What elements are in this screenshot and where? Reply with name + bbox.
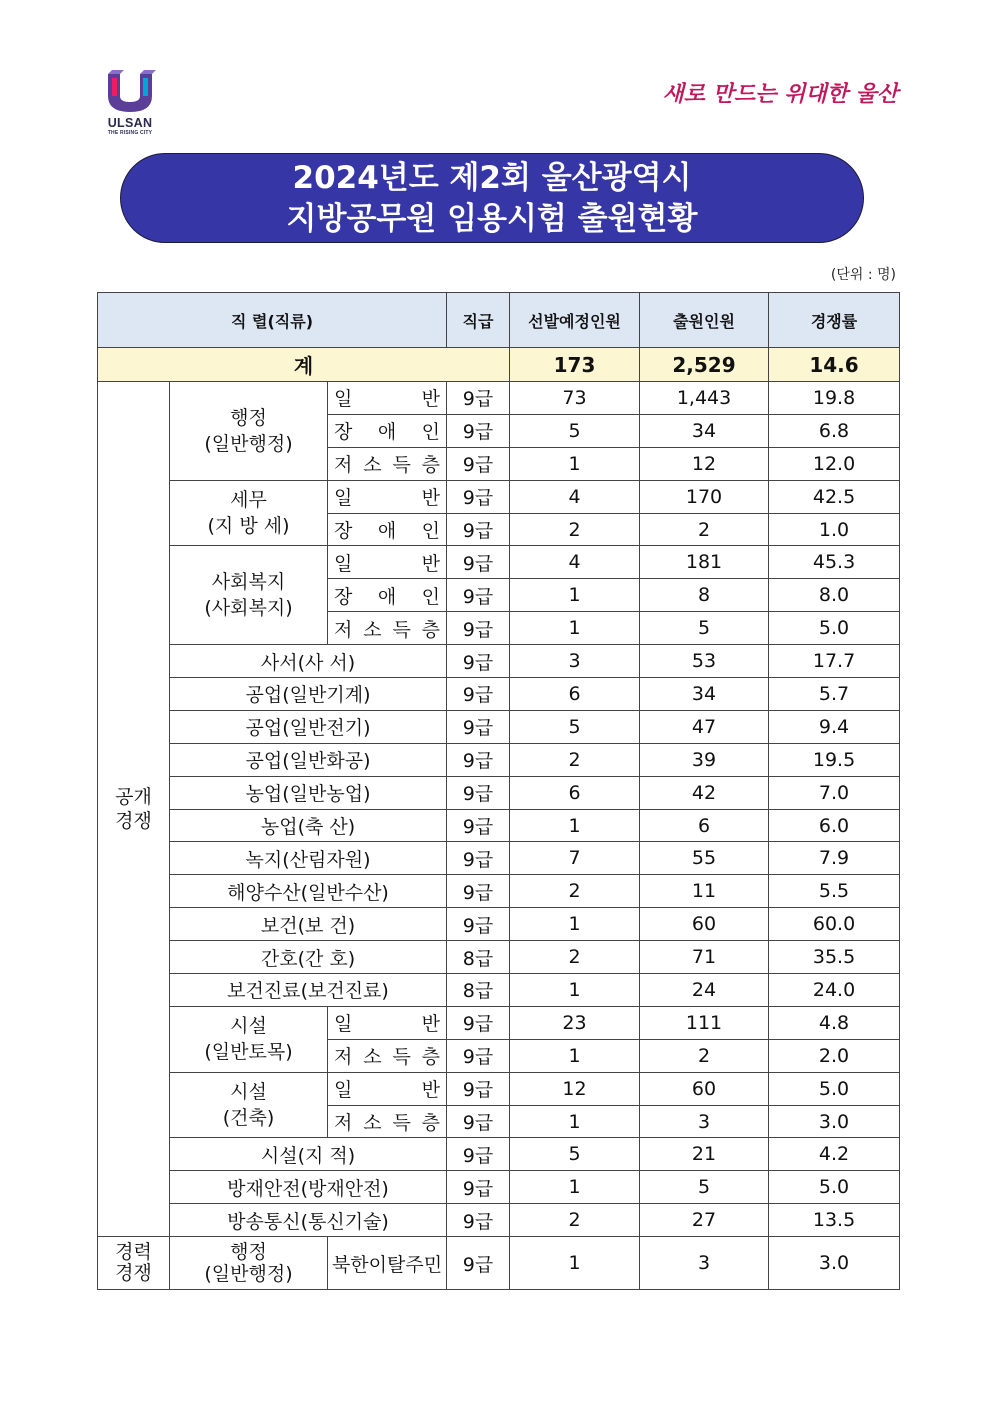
table-row (98, 546, 900, 579)
table-row (98, 1072, 900, 1105)
grade-cell: 9급 (447, 546, 510, 579)
total-ratio: 14.6 (769, 348, 900, 382)
ratio-cell: 3.0 (769, 1105, 900, 1138)
sub-lowincome (328, 1105, 447, 1138)
sub-general (328, 1072, 447, 1105)
group-career-haengjeong: 행정 (일반행정) (170, 1237, 328, 1290)
ratio-cell: 13.5 (769, 1204, 900, 1237)
spread-disabled: 장 애 인 (334, 520, 441, 542)
quota-cell: 23 (510, 1006, 640, 1039)
applicants-cell: 60 (640, 908, 769, 941)
grade-cell: 9급 (447, 513, 510, 546)
total-row (98, 348, 900, 382)
table-row (98, 480, 900, 513)
quota-cell: 1 (510, 809, 640, 842)
grade-cell: 9급 (447, 579, 510, 612)
grade-cell: 9급 (447, 414, 510, 447)
quota-cell: 1 (510, 1105, 640, 1138)
ratio-cell: 17.7 (769, 645, 900, 678)
ratio-cell: 12.0 (769, 447, 900, 480)
quota-cell: 4 (510, 480, 640, 513)
sub-lowincome (328, 447, 447, 480)
grade-cell: 9급 (447, 612, 510, 645)
table-row (98, 710, 900, 743)
quota-cell: 6 (510, 678, 640, 711)
applicants-cell: 111 (640, 1006, 769, 1039)
grade-cell: 9급 (447, 382, 510, 415)
applicants-cell: 5 (640, 612, 769, 645)
group-haengjeong: 행정 (일반행정) (170, 382, 328, 481)
applicants-cell: 34 (640, 414, 769, 447)
applicants-cell: 53 (640, 645, 769, 678)
applicants-cell: 3 (640, 1105, 769, 1138)
applicants-cell: 2 (640, 1039, 769, 1072)
quota-cell: 1 (510, 1237, 640, 1290)
grade-cell: 9급 (447, 447, 510, 480)
spread-lowincome: 저 소 득 층 (334, 1046, 441, 1069)
applicants-cell: 170 (640, 480, 769, 513)
applicants-cell: 3 (640, 1237, 769, 1290)
applicants-cell: 1,443 (640, 382, 769, 415)
table-row (98, 941, 900, 974)
quota-cell: 4 (510, 546, 640, 579)
ratio-cell: 5.0 (769, 612, 900, 645)
header-row (98, 293, 900, 348)
header-grade: 직급 (447, 293, 510, 348)
quota-cell: 73 (510, 382, 640, 415)
city-slogan: 새로 만드는 위대한 울산 (662, 82, 898, 107)
job-cell: 시설(지 적) (170, 1138, 447, 1171)
quota-cell: 5 (510, 710, 640, 743)
applicants-cell: 47 (640, 710, 769, 743)
ratio-cell: 60.0 (769, 908, 900, 941)
ratio-cell: 35.5 (769, 941, 900, 974)
quota-cell: 7 (510, 842, 640, 875)
sub-disabled (328, 579, 447, 612)
spread-lowincome: 저 소 득 층 (334, 454, 441, 477)
applicants-cell: 5 (640, 1171, 769, 1204)
ratio-cell: 7.9 (769, 842, 900, 875)
table-row (98, 974, 900, 1007)
ratio-cell: 45.3 (769, 546, 900, 579)
ratio-cell: 5.0 (769, 1171, 900, 1204)
grade-cell: 8급 (447, 941, 510, 974)
job-cell: 방재안전(방재안전) (170, 1171, 447, 1204)
applicants-cell: 27 (640, 1204, 769, 1237)
quota-cell: 1 (510, 447, 640, 480)
job-cell: 농업(일반농업) (170, 776, 447, 809)
ratio-cell: 24.0 (769, 974, 900, 1007)
ratio-cell: 19.5 (769, 743, 900, 776)
grade-cell: 9급 (447, 776, 510, 809)
quota-cell: 3 (510, 645, 640, 678)
job-cell: 보건진료(보건진료) (170, 974, 447, 1007)
table-row (98, 1204, 900, 1237)
sub-general (328, 1006, 447, 1039)
table-row (98, 1138, 900, 1171)
grade-cell: 9급 (447, 1237, 510, 1290)
ratio-cell: 6.0 (769, 809, 900, 842)
header-ratio: 경쟁률 (769, 293, 900, 348)
application-status-table (97, 292, 900, 1290)
grade-cell: 9급 (447, 678, 510, 711)
unit-note: (단위 : 명) (830, 267, 896, 283)
spread-lowincome: 저 소 득 층 (334, 618, 441, 641)
grade-cell: 9급 (447, 1204, 510, 1237)
grade-cell: 9급 (447, 1105, 510, 1138)
sub-general (328, 382, 447, 415)
grade-cell: 9급 (447, 1006, 510, 1039)
spread-general: 일 반 (334, 1079, 441, 1102)
ratio-cell: 9.4 (769, 710, 900, 743)
applicants-cell: 6 (640, 809, 769, 842)
ratio-cell: 5.5 (769, 875, 900, 908)
applicants-cell: 11 (640, 875, 769, 908)
spread-general: 일 반 (334, 1013, 441, 1036)
table-row (98, 743, 900, 776)
spread-disabled: 장 애 인 (334, 585, 441, 608)
header-quota: 선발예정인원 (510, 293, 640, 348)
ratio-cell: 8.0 (769, 579, 900, 612)
grade-cell: 9급 (447, 743, 510, 776)
job-cell: 보건(보 건) (170, 908, 447, 941)
applicants-cell: 42 (640, 776, 769, 809)
ulsan-u-icon (104, 70, 156, 114)
sub-nk: 북한이탈주민 (328, 1237, 447, 1290)
grade-cell: 9급 (447, 1171, 510, 1204)
table-row (98, 809, 900, 842)
quota-cell: 1 (510, 1171, 640, 1204)
group-arch: 시설 (건축) (170, 1072, 328, 1138)
grade-cell: 9급 (447, 908, 510, 941)
spread-lowincome: 저 소 득 층 (334, 1112, 441, 1135)
grade-cell: 9급 (447, 1138, 510, 1171)
quota-cell: 1 (510, 1039, 640, 1072)
sub-lowincome (328, 612, 447, 645)
quota-cell: 2 (510, 875, 640, 908)
ratio-cell: 3.0 (769, 1237, 900, 1290)
ratio-cell: 19.8 (769, 382, 900, 415)
group-welfare: 사회복지 (사회복지) (170, 546, 328, 645)
grade-cell: 9급 (447, 645, 510, 678)
spread-disabled: 장 애 인 (334, 421, 441, 444)
table-row (98, 382, 900, 415)
spread-general: 일 반 (334, 388, 441, 411)
ratio-cell: 2.0 (769, 1039, 900, 1072)
job-cell: 해양수산(일반수산) (170, 875, 447, 908)
applicants-cell: 181 (640, 546, 769, 579)
ratio-cell: 1.0 (769, 513, 900, 546)
table-row (98, 875, 900, 908)
ratio-cell: 7.0 (769, 776, 900, 809)
title-line-2: 지방공무원 임용시험 출원현황 (286, 201, 698, 237)
applicants-cell: 2 (640, 513, 769, 546)
ulsan-logo (98, 70, 162, 138)
ratio-cell: 4.2 (769, 1138, 900, 1171)
quota-cell: 2 (510, 941, 640, 974)
quota-cell: 1 (510, 908, 640, 941)
table-row (98, 645, 900, 678)
job-cell: 공업(일반화공) (170, 743, 447, 776)
category-career: 경력 경쟁 (98, 1237, 170, 1290)
table-row (98, 678, 900, 711)
table-row (98, 842, 900, 875)
category-open: 공개 경쟁 (98, 382, 170, 1237)
total-quota: 173 (510, 348, 640, 382)
header-job: 직 렬(직류) (98, 293, 447, 348)
job-cell: 녹지(산림자원) (170, 842, 447, 875)
quota-cell: 1 (510, 974, 640, 1007)
job-cell: 방송통신(통신기술) (170, 1204, 447, 1237)
grade-cell: 9급 (447, 809, 510, 842)
total-label: 계 (98, 348, 510, 382)
grade-cell: 9급 (447, 842, 510, 875)
quota-cell: 2 (510, 743, 640, 776)
grade-cell: 9급 (447, 710, 510, 743)
quota-cell: 1 (510, 579, 640, 612)
group-civil: 시설 (일반토목) (170, 1006, 328, 1072)
applicants-cell: 34 (640, 678, 769, 711)
sub-disabled (328, 414, 447, 447)
table-row (98, 776, 900, 809)
ratio-cell: 42.5 (769, 480, 900, 513)
sub-lowincome (328, 1039, 447, 1072)
job-cell: 농업(축 산) (170, 809, 447, 842)
applicants-cell: 39 (640, 743, 769, 776)
logo-tagline: THE RISING CITY (107, 130, 153, 136)
ratio-cell: 4.8 (769, 1006, 900, 1039)
quota-cell: 5 (510, 1138, 640, 1171)
page-title (120, 153, 864, 243)
applicants-cell: 21 (640, 1138, 769, 1171)
sub-disabled (328, 513, 447, 546)
total-applicants: 2,529 (640, 348, 769, 382)
applicants-cell: 60 (640, 1072, 769, 1105)
sub-general (328, 546, 447, 579)
job-cell: 공업(일반기계) (170, 678, 447, 711)
ratio-cell: 5.0 (769, 1072, 900, 1105)
applicants-cell: 12 (640, 447, 769, 480)
ratio-cell: 6.8 (769, 414, 900, 447)
applicants-cell: 55 (640, 842, 769, 875)
ratio-cell: 5.7 (769, 678, 900, 711)
quota-cell: 12 (510, 1072, 640, 1105)
quota-cell: 5 (510, 414, 640, 447)
spread-general: 일 반 (334, 552, 441, 575)
spread-general: 일 반 (334, 487, 441, 510)
job-cell: 사서(사 서) (170, 645, 447, 678)
grade-cell: 9급 (447, 1072, 510, 1105)
logo-name: ULSAN (107, 116, 153, 130)
applicants-cell: 8 (640, 579, 769, 612)
table-row (98, 1171, 900, 1204)
applicants-cell: 24 (640, 974, 769, 1007)
job-cell: 공업(일반전기) (170, 710, 447, 743)
grade-cell: 9급 (447, 480, 510, 513)
quota-cell: 2 (510, 513, 640, 546)
table-row (98, 908, 900, 941)
table-row (98, 1237, 900, 1290)
quota-cell: 2 (510, 1204, 640, 1237)
group-semu: 세무 (지 방 세) (170, 480, 328, 546)
sub-general (328, 480, 447, 513)
quota-cell: 1 (510, 612, 640, 645)
table-row (98, 1006, 900, 1039)
grade-cell: 8급 (447, 974, 510, 1007)
title-line-1: 2024년도 제2회 울산광역시 (292, 160, 692, 196)
applicants-cell: 71 (640, 941, 769, 974)
header-applicants: 출원인원 (640, 293, 769, 348)
grade-cell: 9급 (447, 1039, 510, 1072)
quota-cell: 6 (510, 776, 640, 809)
grade-cell: 9급 (447, 875, 510, 908)
job-cell: 간호(간 호) (170, 941, 447, 974)
